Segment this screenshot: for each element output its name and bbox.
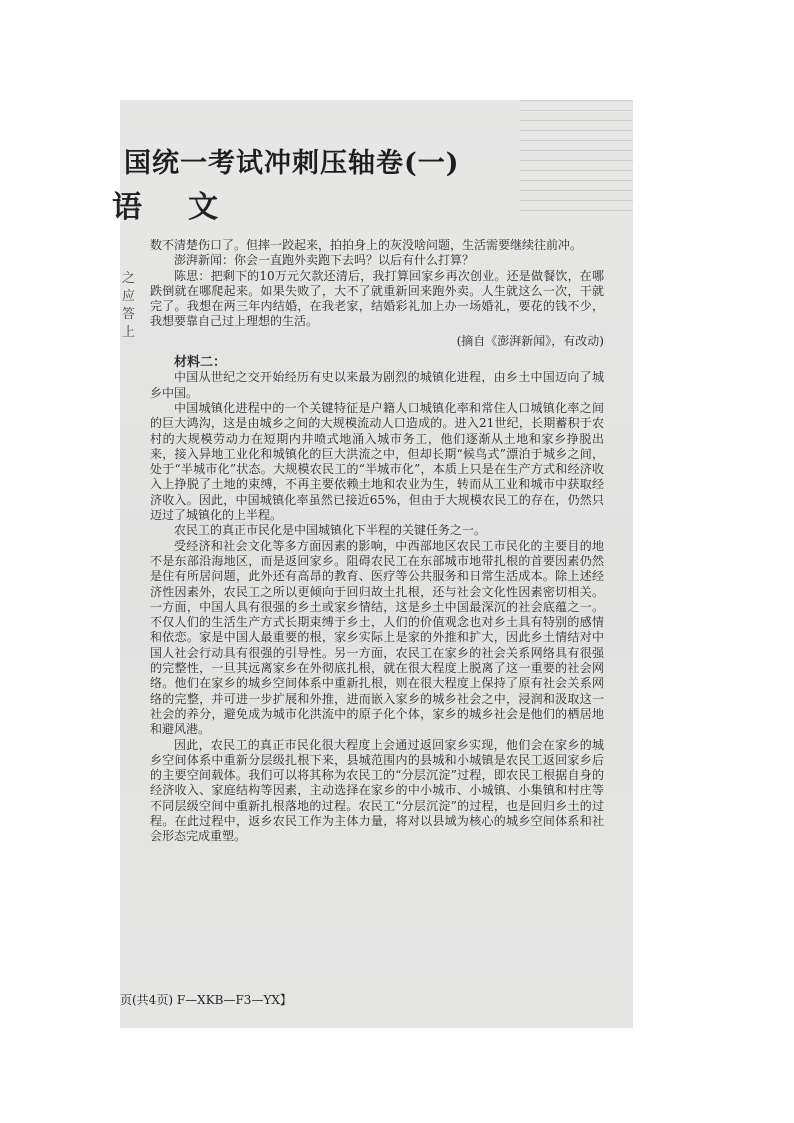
paragraph: 陈思：把剩下的10万元欠款还清后，我打算回家乡再次创业。还是做餐饮，在哪跌倒就在哪爬起来。如果失败了，大不了就重新回来跑外卖。人生就这么一次，干就完了。我想在两三年内结婚，在我老家，结婚彩礼加上办一场婚礼，要花的钱不少，我想要靠自己过上理想的生活。 bbox=[150, 268, 604, 329]
left-fragment: 之 bbox=[122, 271, 136, 286]
paragraph: 因此，农民工的真正市民化很大程度上会通过返回家乡实现，他们会在家乡的城乡空间体系中重新分层级扎根下来，县城范围内的县城和小城镇是农民工返回家乡后的主要空间载体。我们可以将其称为农民工的“分层沉淀”过程，即农民工根据自身的经济收入、家庭结构等因素，主动选择在家乡的中小城市、小城镇、小集镇和村庄等不同层级空间中重新扎根落地的过程。农民工“分层沉淀”的过程，也是回归乡土的过程。在此过程中，返乡农民工作为主体力量，将对以县域为核心的城乡空间体系和社会形态完成重塑。 bbox=[150, 737, 604, 844]
paragraph: 中国城镇化进程中的一个关键特征是户籍人口城镇化率和常住人口城镇化率之间的巨大鸿沟，这是由城乡之间的大规模流动人口造成的。进入21世纪，长期蓄积于农村的大规模劳动力在短期内井喷式地涌入城市务工，他们逐渐从土地和家乡挣脱出来，接入异地工业化和城镇化的巨大洪流之中，但却长期“候鸟式”漂泊于城乡之间，处于“半城市化”状态。大规模农民工的“半城市化”，本质上只是在生产方式和经济收入上挣脱了土地的束缚，不再主要依赖土地和农业为生，转而从工业和城市中获取经济收入。因此，中国城镇化率虽然已接近65%，但由于大规模农民工的存在，仍然只迈过了城镇化的上半程。 bbox=[150, 400, 604, 523]
exam-title: 国统一考试冲刺压轴卷(一) bbox=[124, 148, 460, 179]
scanned-page bbox=[112, 100, 633, 1028]
page-info: 页(共4页) bbox=[120, 993, 173, 1007]
bleed-through-text bbox=[520, 100, 633, 220]
paper-code: F—XKB—F3—YX】 bbox=[176, 993, 292, 1007]
left-fragment: 应 bbox=[122, 289, 136, 304]
subject-fragment: 语 bbox=[112, 190, 142, 225]
paragraph: 受经济和社会文化等多方面因素的影响，中西部地区农民工市民化的主要目的地不是东部沿海地区，而是返回家乡。阻碍农民工在东部城市地带扎根的首要因素仍然是住有所居问题，此外还有高昂的教育、医疗等公共服务和日常生活成本。除上述经济性因素外，农民工之所以更倾向于回归故土扎根，还与社会文化性因素密切相关。一方面，中国人具有很强的乡土或家乡情结，这是乡土中国最深沉的社会底蕴之一。不仅人们的生活生产方式长期束缚于乡土，人们的价值观念也对乡土具有特别的感情和依恋。家是中国人最重要的根，家乡实际上是家的外推和扩大，因此乡土情结对中国人社会行动具有很强的引导性。另一方面，农民工在家乡的社会关系网络具有很强的完整性，一旦其远离家乡在外彻底扎根，就在很大程度上脱离了这一重要的社会网络。他们在家乡的城乡空间体系中重新扎根，则在很大程度上保持了原有社会关系网络的完整，并可进一步扩展和外推，进而嵌入家乡的城乡社会之中，浸润和汲取这一社会的养分，避免成为城市化洪流中的原子化个体，家乡的城乡社会是他们的栖居地和避风港。 bbox=[150, 538, 604, 737]
paragraph: 农民工的真正市民化是中国城镇化下半程的关键任务之一。 bbox=[174, 523, 487, 538]
material-heading: 材料二： bbox=[174, 355, 227, 371]
paragraph: 澎湃新闻：你会一直跑外卖跑下去吗？以后有什么打算？ bbox=[174, 253, 475, 268]
article-body bbox=[150, 238, 604, 845]
subject-second-char: 文 bbox=[188, 190, 218, 225]
left-fragment: 上 bbox=[122, 325, 136, 340]
page-footer bbox=[120, 991, 292, 1008]
paragraph: 中国从世纪之交开始经历有史以来最为剧烈的城镇化进程，由乡土中国迈向了城乡中国。 bbox=[150, 370, 604, 400]
source-citation: (摘自《澎湃新闻》，有改动) bbox=[456, 333, 604, 348]
left-fragment: 答 bbox=[122, 307, 136, 322]
left-margin-fragments bbox=[122, 270, 138, 342]
paragraph: 数不清楚伤口了。但摔一跤起来，拍拍身上的灰没啥问题，生活需要继续往前冲。 bbox=[150, 238, 583, 252]
